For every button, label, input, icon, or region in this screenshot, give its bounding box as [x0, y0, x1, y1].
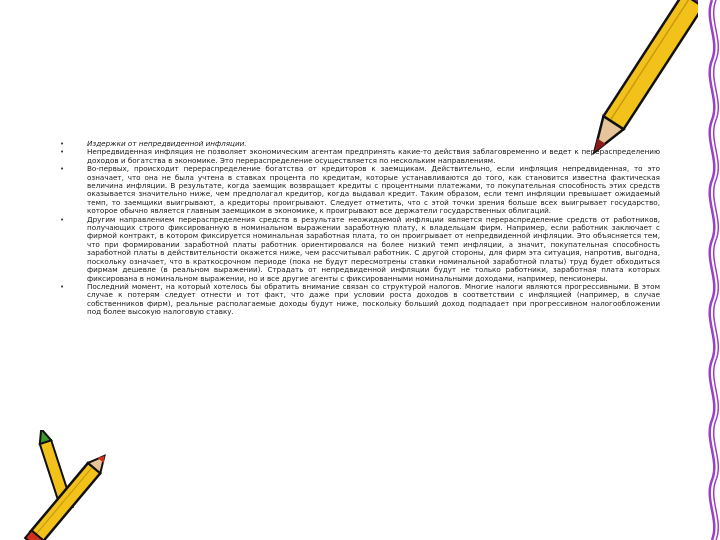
bullet-icon: • — [60, 148, 65, 157]
list-item — [60, 165, 660, 215]
list-item-text: Во-первых, происходит перераспределение богатства от кредиторов к заемщикам. Действительно, если инфляция непредвиденная, то это означает, что она не была учтена в ставках процента по кредитам, которые устанавливаются до того, как становится известна фактическая величина инфляции. В результате, когда заемщик возвращает кредиты с процентными платежами, то покупательная способность этих средств оказывается значительно ниже, чем предполагал кредитор, когда выдавал кредит. Таким образом, если темп инфляции превышает ожидаемый темп, то заемщики выигрывают, а кредиторы проигрывают. Следует отметить, что с этой точки зрения больше всех выигрывает государство, которое обычно является главным заемщиком в экономике, к проигрывают все держатели государственных облигаций. — [87, 164, 660, 216]
bullet-icon: • — [60, 282, 65, 291]
list-item-text: Издержки от непредвиденной инфляции. — [87, 139, 247, 148]
list-item — [60, 148, 660, 165]
slide-content — [60, 140, 660, 317]
pencils-icon — [0, 430, 130, 540]
list-item-text: Непредвиденная инфляция не позволяет экономическим агентам предпринять какие-то действия заблаговременно и ведет к перераспределению доходов и богатства в экономике. Это перераспределение осуществляется по нескольким направлениям. — [87, 147, 660, 165]
bullet-icon: • — [60, 215, 65, 224]
bullet-icon: • — [60, 140, 65, 148]
bullet-icon: • — [60, 165, 65, 174]
list-item-text: Другим направлением перераспределения средств в результате неожидаемой инфляции является перераспределение средств от работников, получающих строго фиксированную в номинальном выражении заработную плату, к владельцам фирм. Например, если работник заключает с фирмой контракт, в котором фиксируется номинальная заработная плата, то он проигрывает от непредвиденной инфляции. Это объясняется тем, что при формировании заработной платы работник ориентировался на более низкий темп инфляции, а значит, покупательная способность заработной платы в действительности окажется ниже, чем рассчитывал работник. С другой стороны, для фирм эта ситуация, напротив, выгодна, поскольку означает, что в краткосрочном периоде (пока не будут пересмотрены ставки номинальной заработной платы) труд будет обходиться фирмам дешевле (в реальном выражении). Страдать от непредвиденной инфляции будут не только работники, заработная плата которых фиксирована в номинальном выражении, но и все другие агенты с фиксированными номинальными доходами, например, пенсионеры. — [87, 214, 660, 283]
decorative-border — [696, 0, 720, 540]
list-item-text: Последний момент, на который хотелось бы обратить внимание связан со структурой налогов. Многие налоги являются прогрессивными. В этом случае к потерям следует отнести и тот факт, что даже при условии роста доходов в соответствии с инфляцией (например, в случае собственников фирм), реальные располагаемые доходы будут ниже, поскольку больший доход подпадает при прогрессивном налогообложении под более высокую налоговую ставку. — [87, 281, 660, 317]
list-item — [60, 283, 660, 317]
list-item — [60, 216, 660, 283]
